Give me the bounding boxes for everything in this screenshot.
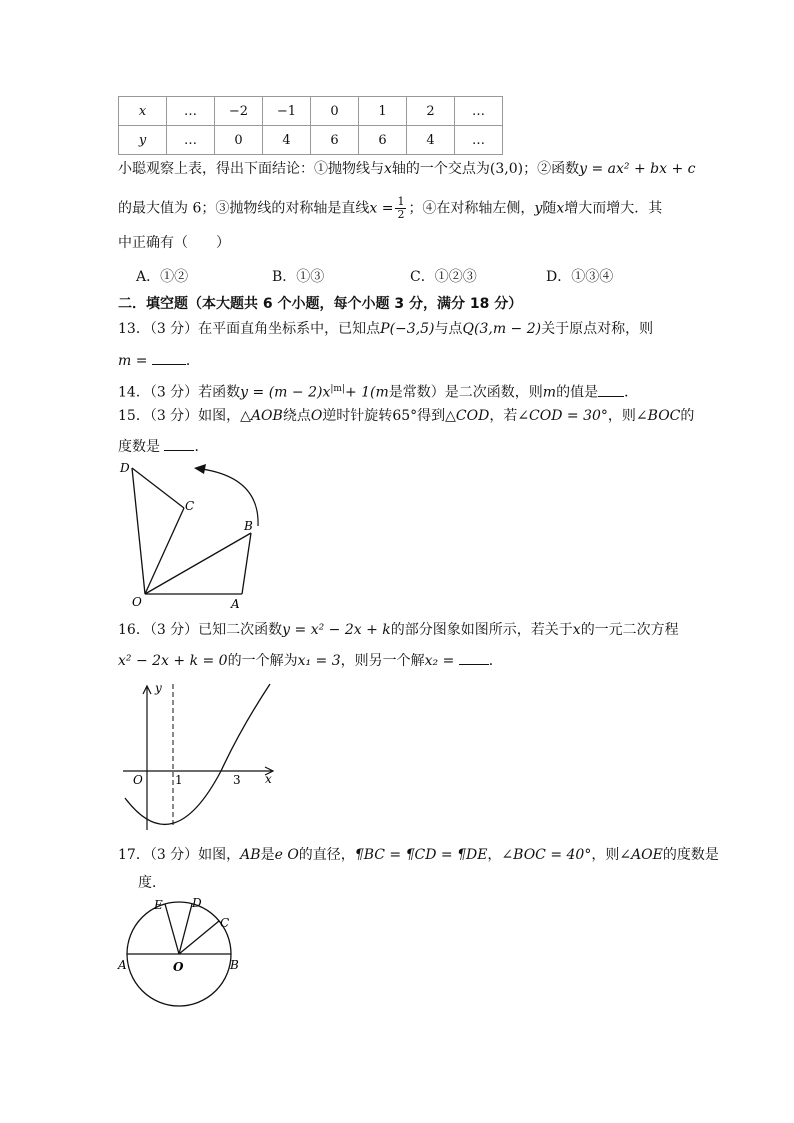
label-y: y — [155, 681, 162, 695]
segment-ba — [242, 533, 251, 594]
text: 的度数是 — [662, 847, 719, 863]
label-a: A — [118, 958, 127, 972]
label-e: E — [154, 898, 163, 912]
text: 增大而增大．其 — [564, 200, 663, 217]
table-cell: … — [167, 97, 215, 126]
q16-line2 — [118, 650, 503, 672]
text: 的部分图象如图所示，若关于 — [390, 622, 573, 638]
q14-line — [118, 378, 638, 404]
fraction — [395, 196, 406, 221]
text: 的一元二次方程 — [580, 622, 679, 638]
math: ¶BC = ¶CD = ¶DE — [354, 847, 488, 863]
text: 是 — [260, 847, 275, 863]
label-b: B — [230, 958, 239, 972]
radius-oe — [165, 904, 179, 954]
q16-line1 — [118, 619, 679, 641]
math: y = ax² + bx + c — [579, 161, 696, 177]
text: 随 — [542, 200, 557, 217]
text: 度数是 — [118, 439, 160, 455]
label-b: B — [244, 519, 253, 533]
math: ∠BOC = 40° — [501, 847, 592, 863]
table-cell: x — [119, 97, 167, 126]
math: O — [310, 408, 323, 424]
radius-od — [179, 904, 192, 954]
text: 绕点 — [282, 408, 311, 424]
arrowhead-icon — [194, 464, 206, 474]
text: ；④在对称轴左侧， — [408, 200, 535, 217]
text: ，则 — [591, 847, 620, 863]
denominator: 2 — [397, 208, 405, 221]
text: 13．（3 分）在平面直角坐标系中，已知点 — [118, 321, 381, 337]
text: 的 — [680, 408, 695, 424]
option-b: B．①③ — [272, 269, 325, 285]
table-cell: 4 — [407, 126, 455, 155]
math: x = — [369, 200, 394, 217]
label-d: D — [120, 461, 130, 475]
table-cell: −2 — [215, 97, 263, 126]
value-table — [118, 96, 503, 155]
label-3: 3 — [233, 773, 241, 787]
table-cell: 6 — [311, 126, 359, 155]
label-x: x — [265, 772, 272, 786]
table-cell: … — [455, 97, 503, 126]
math: ∠COD = 30° — [517, 408, 608, 424]
answer-blank — [164, 436, 194, 451]
math: 65° — [392, 408, 418, 424]
q17-line1 — [118, 844, 719, 866]
segment-od — [132, 468, 145, 594]
text: 14．（3 分）若函数 — [118, 384, 241, 401]
math: x — [572, 622, 581, 638]
label-a: A — [231, 597, 240, 611]
text: ． — [185, 353, 200, 369]
math: m = — [118, 353, 148, 369]
q13-line1 — [118, 318, 653, 340]
q12-line2 — [118, 196, 662, 221]
answer-blank — [152, 350, 186, 365]
math: ∠BOC — [635, 408, 681, 424]
parabola-figure — [115, 680, 280, 835]
math: y = x² − 2x + k — [282, 622, 391, 638]
table-cell: 0 — [311, 97, 359, 126]
text: 轴的一个交点为 — [391, 161, 490, 177]
table-cell: −1 — [263, 97, 311, 126]
option-a: A．①② — [136, 269, 189, 285]
table-cell: 0 — [215, 126, 263, 155]
text: ；②函数 — [523, 161, 580, 177]
table-cell: 2 — [407, 97, 455, 126]
option-d: D．①③④ — [546, 269, 614, 285]
text: 17．（3 分）如图， — [118, 847, 241, 863]
q15-line1 — [118, 405, 694, 427]
label-d: D — [192, 896, 202, 910]
answer-blank — [459, 650, 489, 665]
text: 与点 — [434, 321, 463, 337]
text: 是常数）是二次函数，则 — [388, 384, 543, 401]
rotation-figure — [110, 458, 280, 613]
label-c: C — [220, 916, 230, 930]
text: ． — [194, 439, 209, 455]
table-cell: 4 — [263, 126, 311, 155]
text: 的一个解为 — [227, 653, 298, 669]
math: x — [556, 200, 565, 217]
rotation-arc — [202, 469, 258, 526]
table-cell: … — [455, 126, 503, 155]
text: ，则另一个解 — [340, 653, 425, 669]
table-cell: 1 — [359, 97, 407, 126]
math: x² − 2x + k = 0 — [118, 653, 228, 669]
math: x — [384, 161, 392, 177]
math: x₂ = — [424, 653, 455, 669]
text: 小聪观察上表，得出下面结论：①抛物线与 — [118, 161, 384, 177]
numerator: 1 — [397, 195, 405, 208]
text: 16．（3 分）已知二次函数 — [118, 622, 283, 638]
text: 逆时针旋转 — [322, 408, 393, 424]
segment-dc — [132, 468, 184, 508]
math: P(−3,5) — [380, 321, 435, 337]
math: x₁ = 3 — [297, 653, 341, 669]
q12-line3: 中正确有（ ） — [118, 235, 230, 251]
table-row-x — [119, 97, 503, 126]
label-1: 1 — [175, 773, 183, 787]
math: y — [534, 200, 543, 217]
table-cell: 6 — [359, 126, 407, 155]
q13-line2 — [118, 350, 200, 372]
text: 关于原点对称，则 — [541, 321, 654, 337]
text: ． — [624, 384, 639, 401]
math: AB — [240, 847, 261, 863]
text: 的直径， — [298, 847, 355, 863]
label-o: O — [133, 773, 143, 787]
table-row-y — [119, 126, 503, 155]
circle-figure — [115, 895, 255, 1010]
math: + 1(m — [344, 384, 389, 401]
answer-blank — [598, 382, 624, 397]
table-cell: … — [167, 126, 215, 155]
text: 15．（3 分）如图， — [118, 408, 241, 424]
text: ，则 — [607, 408, 636, 424]
math: y = (m − 2)x — [240, 384, 331, 401]
math: Q(3,m − 2) — [462, 321, 542, 337]
q15-line2 — [118, 436, 208, 458]
radius-oc — [179, 921, 219, 954]
exponent: |m| — [330, 384, 345, 394]
text: 的最大值为 6；③抛物线的对称轴是直线 — [118, 200, 370, 217]
segment-oc — [145, 508, 184, 594]
q12-line1 — [118, 158, 695, 180]
label-o: O — [173, 960, 184, 974]
option-c: C．①②③ — [410, 269, 477, 285]
segment-ob — [145, 533, 251, 594]
text: 得到 — [417, 408, 446, 424]
text: 的值是 — [556, 384, 599, 401]
section-heading: 二．填空题（本大题共 6 个小题，每个小题 3 分，满分 18 分） — [118, 296, 523, 312]
text: ， — [487, 847, 502, 863]
label-c: C — [185, 499, 195, 513]
label-o: O — [132, 595, 142, 609]
math: △AOB — [240, 408, 283, 424]
math: ∠AOE — [619, 847, 663, 863]
table-cell: y — [119, 126, 167, 155]
math: m — [542, 384, 557, 401]
math: e O — [274, 847, 299, 863]
math: △COD — [445, 408, 490, 424]
text: ，若 — [489, 408, 518, 424]
q17-line2: 度． — [138, 875, 166, 891]
text: ． — [488, 653, 503, 669]
math: (3,0) — [489, 161, 524, 177]
